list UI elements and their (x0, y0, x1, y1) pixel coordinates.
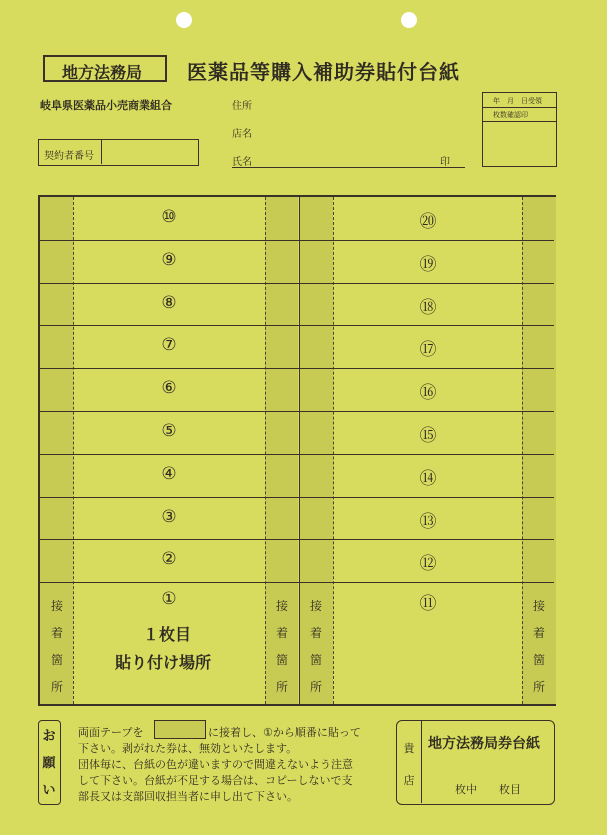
contract-divider (101, 140, 102, 164)
ticket-row-line (40, 582, 554, 583)
glue-label-center-left: 接 着 箇 所 (275, 599, 288, 694)
address-field[interactable] (258, 93, 463, 111)
ticket-number: ⑧ (161, 293, 177, 313)
ticket-number: ⑫ (419, 554, 437, 574)
dashed-guide-1 (73, 197, 74, 704)
ticket-number: ⑤ (161, 421, 177, 441)
ticket-number: ⑨ (161, 250, 177, 270)
notice-line-2: 下さい。剥がれた券は、無効といたします。 (78, 742, 298, 755)
tape-placement-box (154, 720, 206, 739)
notice-line-4: して下さい。台紙が不足する場合は、コピーしないで支 (78, 774, 353, 787)
dashed-guide-4 (522, 197, 523, 704)
ticket-row-line (40, 240, 554, 241)
receipt-stamp-box (482, 92, 557, 167)
shop-box-title: 地方法務局券台紙 (428, 736, 540, 752)
form-title: 医薬品等購入補助券貼付台紙 (187, 60, 460, 84)
punch-hole-right (401, 12, 417, 28)
notice-line-3: 団体毎に、台紙の色が違いますので間違えないよう注意 (78, 758, 353, 771)
ticket-row-line (40, 325, 554, 326)
shop-box (396, 720, 555, 805)
glue-label-right: 接 着 箇 所 (532, 599, 545, 694)
office-label: 地方法務局 (62, 63, 143, 82)
dashed-guide-2 (265, 197, 266, 704)
shop-box-divider (421, 721, 422, 803)
ticket-number: ⑬ (419, 512, 437, 532)
ticket-number: ⑱ (419, 298, 437, 318)
association-name: 岐阜県医薬品小売商業組合 (40, 99, 172, 112)
name-label: 氏名 (232, 157, 252, 168)
notice-label: お 願 い (42, 729, 56, 798)
first-place-line1: １枚目 (143, 625, 192, 644)
ticket-row-line (40, 368, 554, 369)
ticket-number: ④ (161, 464, 177, 484)
notice-line-1a: 両面テープを (78, 726, 144, 739)
receipt-row-line-1 (483, 107, 556, 108)
ticket-number: ⑳ (419, 212, 437, 232)
ticket-number: ⑲ (419, 255, 437, 275)
ticket-number: ⑩ (161, 207, 177, 227)
shop-name-label: 店名 (232, 129, 252, 140)
contract-number-box (38, 139, 199, 166)
ticket-number: ⑯ (419, 383, 437, 403)
ticket-row-line (40, 411, 554, 412)
seal-label: 印 (440, 157, 450, 168)
ticket-row-line (40, 539, 554, 540)
ticket-number: ⑪ (419, 594, 437, 614)
ticket-row-line (40, 497, 554, 498)
glue-label-center-right: 接 着 箇 所 (309, 599, 322, 694)
ticket-number: ⑮ (419, 426, 437, 446)
contract-number-field[interactable] (103, 140, 197, 164)
shop-box-label: 貴 店 (403, 742, 415, 787)
ticket-row-line (40, 454, 554, 455)
notice-label-box (38, 720, 61, 805)
ticket-row-line (40, 283, 554, 284)
office-label-box (43, 55, 167, 82)
punch-hole-left (176, 12, 192, 28)
center-divider-line (299, 197, 300, 704)
receipt-date-label: 年 月 日受領 (493, 97, 542, 105)
notice-line-1b: に接着し、①から順番に貼って (208, 726, 361, 739)
glue-label-left: 接 着 箇 所 (50, 599, 63, 694)
ticket-number: ⑦ (161, 335, 177, 355)
receipt-stamp-area[interactable] (483, 122, 556, 166)
ticket-number: ① (161, 589, 177, 609)
ticket-number: ② (161, 549, 177, 569)
shop-box-count: 枚中 枚目 (455, 783, 521, 796)
shop-name-field[interactable] (258, 121, 463, 139)
notice-line-5: 部長又は支部回収担当者に申し出て下さい。 (78, 790, 298, 803)
ticket-sheet (38, 195, 556, 706)
receipt-count-label: 枚数確認印 (493, 111, 528, 119)
ticket-number: ⑥ (161, 378, 177, 398)
ticket-number: ⑭ (419, 469, 437, 489)
ticket-number: ③ (161, 507, 177, 527)
dashed-guide-3 (333, 197, 334, 704)
contract-number-label: 契約者番号 (44, 151, 94, 162)
name-field[interactable] (258, 149, 433, 167)
address-label: 住所 (232, 101, 252, 112)
first-place-line2: 貼り付け場所 (115, 653, 212, 672)
ticket-number: ⑰ (419, 340, 437, 360)
name-underline (232, 167, 465, 168)
